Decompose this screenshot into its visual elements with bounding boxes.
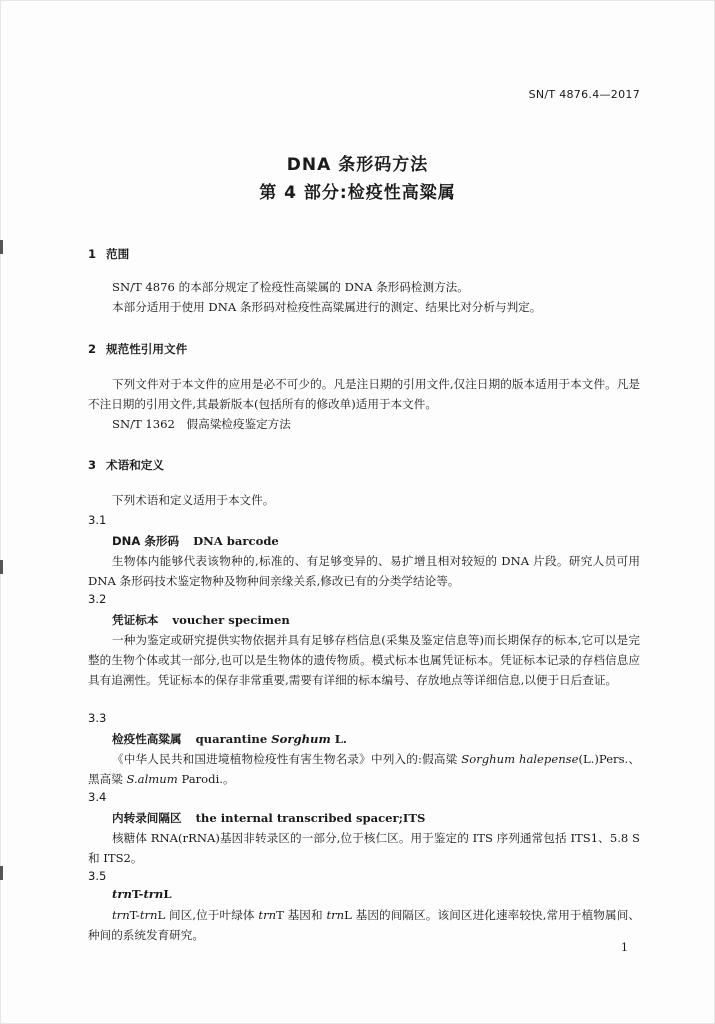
reference-item: SN/T 1362 假高粱检疫鉴定方法	[112, 417, 291, 431]
clause-number: 3.1	[88, 513, 107, 527]
species-name: S.almum	[126, 772, 178, 786]
clause-number: 3.5	[88, 869, 107, 883]
term-chinese: DNA 条形码	[112, 534, 180, 548]
term-chinese: 内转录间隔区	[112, 811, 182, 825]
term-trnT-trnL	[112, 887, 172, 901]
definition-part: (L.)Pers.、黑高粱	[88, 752, 641, 786]
clause-number: 3.3	[88, 711, 107, 725]
section-title: 范围	[106, 247, 130, 261]
margin-mark	[0, 866, 3, 880]
term-english: DNA barcode	[193, 534, 279, 548]
definition-part: Parodi.。	[177, 772, 235, 786]
section-heading-normative-references	[88, 341, 187, 357]
definition	[88, 905, 640, 945]
section-heading-scope	[88, 246, 129, 262]
term-its	[112, 810, 425, 826]
definition-part: T 基因和	[276, 908, 327, 922]
term-english: voucher specimen	[172, 613, 290, 627]
gene-italic: trn	[258, 908, 277, 922]
term-chinese: 检疫性高粱属	[112, 732, 182, 746]
term-dna-barcode	[112, 533, 279, 549]
gene-italic: trn	[112, 887, 132, 901]
term-part: L	[163, 887, 172, 901]
section-heading-terms	[88, 457, 164, 473]
page-number: 1	[621, 941, 628, 954]
paragraph: SN/T 4876 的本部分规定了检疫性高粱属的 DNA 条形码检测方法。	[112, 280, 469, 294]
definition-part: L 间区,位于叶绿体	[157, 908, 259, 922]
definition: 一种为鉴定或研究提供实物依据并具有足够存档信息(采集及鉴定信息等)而长期保存的标本,它可以是完整的生物个体或其一部分,也可以是生物体的遗传物质。模式标本也属凭证标本。凭证标本记录的存档信息应具有追溯性。凭证标本的保存非常重要,需要有详细的标本编号、存放地点等详细信息,以便于日后查证。	[88, 633, 640, 687]
term-english-italic: Sorghum	[271, 732, 331, 746]
section-number: 2	[88, 342, 97, 356]
section-number: 1	[88, 247, 97, 261]
term-english: the internal transcribed spacer;ITS	[195, 811, 426, 825]
term-english	[112, 887, 172, 901]
section-title: 规范性引用文件	[106, 342, 188, 356]
document-number: SN/T 4876.4—2017	[528, 88, 640, 101]
title-line-1: DNA 条形码方法	[286, 155, 429, 175]
margin-mark	[0, 560, 3, 574]
gene-italic: trn	[112, 908, 130, 922]
clause-number: 3.2	[88, 592, 107, 606]
gene-italic: trn	[143, 887, 164, 901]
definition: 核糖体 RNA(rRNA)基因非转录区的一部分,位于核仁区。用于鉴定的 ITS 序列通常包括 ITS1、5.8 S 和 ITS2。	[88, 831, 640, 865]
gene-italic: trn	[139, 908, 158, 922]
definition-part: T-	[129, 908, 140, 922]
clause-number: 3.4	[88, 790, 107, 804]
species-name: Sorghum halepense	[461, 752, 579, 766]
term-part: T-	[131, 887, 144, 901]
gene-italic: trn	[326, 908, 345, 922]
definition-part: L 基因的间隔区。该间区进化速率较快,常用于植物属间、种间的系统发育研究。	[88, 908, 640, 942]
paragraph: 下列文件对于本文件的应用是必不可少的。凡是注日期的引用文件,仅注日期的版本适用于本文件。凡是不注日期的引用文件,其最新版本(包括所有的修改单)适用于本文件。	[88, 377, 640, 411]
term-quarantine-sorghum	[112, 731, 347, 747]
section-title: 术语和定义	[106, 458, 164, 472]
definition-part: 《中华人民共和国进境植物检疫性有害生物名录》中列入的:假高粱	[112, 752, 462, 766]
term-chinese: 凭证标本	[112, 613, 159, 627]
paragraph: 下列术语和定义适用于本文件。	[112, 493, 275, 507]
term-voucher-specimen	[112, 612, 290, 628]
title-line-2: 第 4 部分:检疫性高粱属	[259, 183, 456, 203]
paragraph: 本部分适用于使用 DNA 条形码对检疫性高粱属进行的测定、结果比对分析与判定。	[112, 300, 542, 314]
margin-mark	[0, 240, 3, 254]
definition	[88, 749, 640, 789]
term-english	[196, 732, 347, 746]
definition: 生物体内能够代表该物种的,标准的、有足够变异的、易扩增且相对较短的 DNA 片段。研究人员可用 DNA 条形码技术鉴定物种及物种间亲缘关系,修改已有的分类学结论等。	[88, 554, 640, 588]
term-english-part: quarantine	[195, 732, 272, 746]
section-number: 3	[88, 458, 97, 472]
term-english-part: L.	[330, 732, 347, 746]
